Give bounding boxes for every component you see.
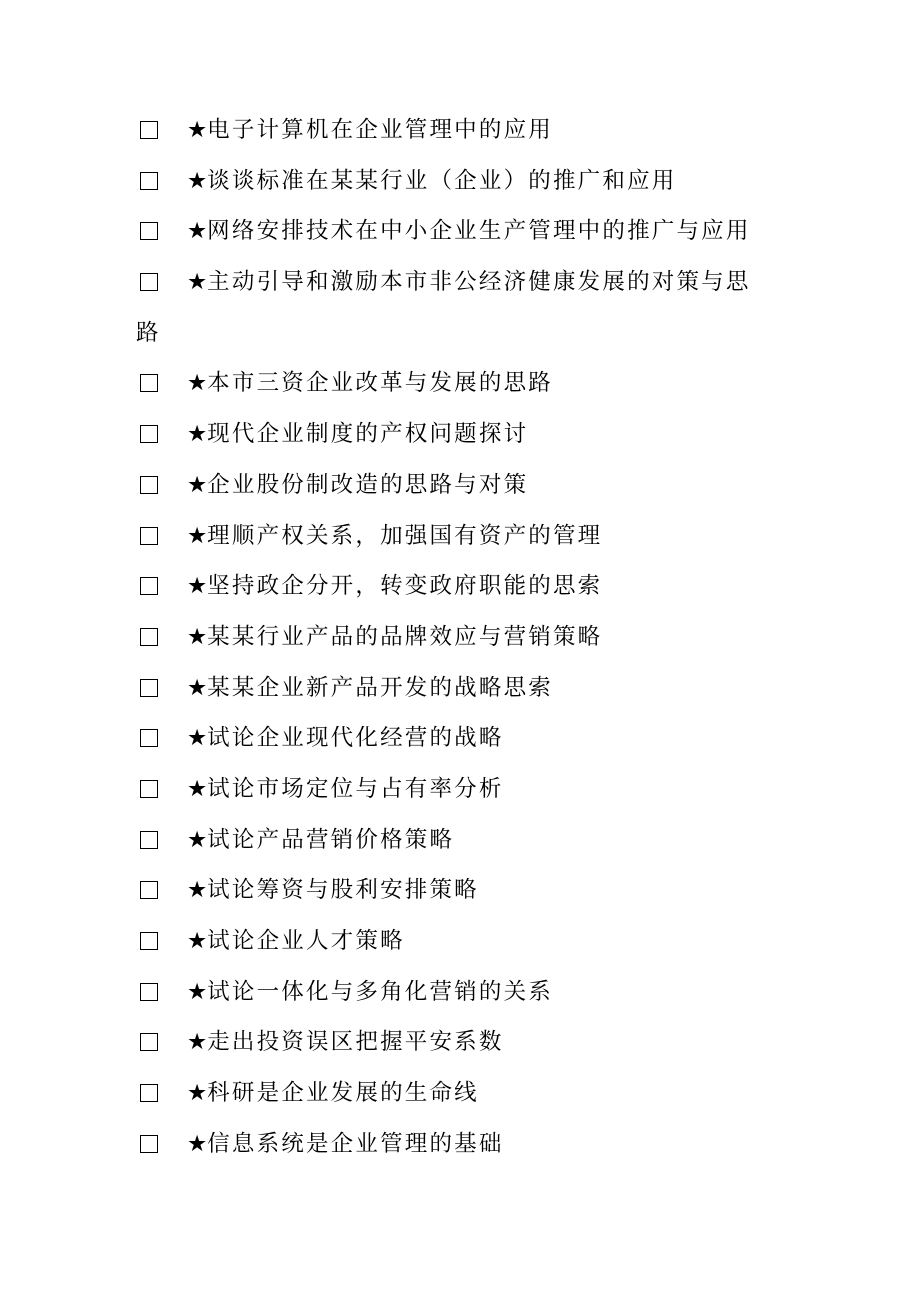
checkbox-icon[interactable] [140, 881, 158, 899]
checkbox-icon[interactable] [140, 1033, 158, 1051]
topic-item [138, 105, 778, 156]
star-icon: ★ [187, 674, 208, 701]
star-icon: ★ [187, 117, 208, 143]
topic-text: 理顺产权关系，加强国有资产的管理 [207, 522, 603, 549]
star-icon: ★ [187, 269, 208, 296]
topic-item [138, 865, 778, 916]
topic-item [138, 612, 778, 663]
topic-item [138, 156, 778, 207]
star-icon: ★ [187, 623, 208, 650]
checkbox-icon[interactable] [140, 831, 158, 849]
star-icon: ★ [187, 877, 208, 904]
topic-text: 本市三资企业改革与发展的思路 [207, 370, 553, 397]
topic-text: 谈谈标准在某某行业（企业）的推广和应用 [207, 167, 677, 194]
checkbox-icon[interactable] [140, 577, 158, 595]
star-icon: ★ [187, 1080, 208, 1107]
topic-item [138, 561, 778, 612]
topic-item [138, 815, 778, 866]
star-icon: ★ [187, 218, 208, 245]
topic-text: 试论筹资与股利安排策略 [207, 877, 479, 904]
topic-text-continuation: 路 [136, 319, 161, 346]
topic-item [138, 511, 778, 562]
topic-text: 走出投资误区把握平安系数 [207, 1029, 504, 1056]
star-icon: ★ [187, 522, 208, 549]
topic-item [138, 916, 778, 967]
topic-item [138, 967, 778, 1018]
topic-text: 主动引导和激励本市非公经济健康发展的对策与思 [207, 269, 751, 296]
topic-text: 试论一体化与多角化营销的关系 [207, 978, 553, 1005]
star-icon: ★ [187, 471, 208, 498]
checkbox-icon[interactable] [140, 172, 158, 190]
topic-item [138, 1119, 778, 1170]
topic-item [138, 358, 778, 409]
checkbox-icon[interactable] [140, 628, 158, 646]
topic-text: 坚持政企分开，转变政府职能的思索 [207, 573, 603, 600]
topic-text: 电子计算机在企业管理中的应用 [207, 117, 553, 143]
checkbox-icon[interactable] [140, 425, 158, 443]
star-icon: ★ [187, 725, 208, 752]
checkbox-icon[interactable] [140, 374, 158, 392]
star-icon: ★ [187, 421, 208, 448]
star-icon: ★ [187, 775, 208, 802]
topic-text: 试论市场定位与占有率分析 [207, 775, 504, 802]
topic-list [138, 105, 778, 1169]
topic-text: 企业股份制改造的思路与对策 [207, 471, 529, 498]
checkbox-icon[interactable] [140, 273, 158, 291]
star-icon: ★ [187, 573, 208, 600]
topic-item [138, 1068, 778, 1119]
star-icon: ★ [187, 167, 208, 194]
checkbox-icon[interactable] [140, 729, 158, 747]
topic-text: 信息系统是企业管理的基础 [207, 1130, 504, 1157]
topic-item [138, 764, 778, 815]
topic-text: 现代企业制度的产权问题探讨 [207, 421, 529, 448]
topic-text: 试论产品营销价格策略 [207, 826, 455, 853]
topic-item [138, 460, 778, 511]
topic-item [138, 713, 778, 764]
checkbox-icon[interactable] [140, 780, 158, 798]
topic-item [138, 1017, 778, 1068]
topic-text: 试论企业人才策略 [207, 928, 405, 955]
checkbox-icon[interactable] [140, 1135, 158, 1153]
checkbox-icon[interactable] [140, 983, 158, 1001]
topic-text: 试论企业现代化经营的战略 [207, 725, 504, 752]
topic-text: 科研是企业发展的生命线 [207, 1080, 479, 1107]
star-icon: ★ [187, 1130, 208, 1157]
checkbox-icon[interactable] [140, 527, 158, 545]
topic-text: 某某企业新产品开发的战略思索 [207, 674, 553, 701]
topic-text: 网络安排技术在中小企业生产管理中的推广与应用 [207, 218, 751, 245]
star-icon: ★ [187, 826, 208, 853]
checkbox-icon[interactable] [140, 222, 158, 240]
checkbox-icon[interactable] [140, 1084, 158, 1102]
star-icon: ★ [187, 978, 208, 1005]
topic-item [138, 409, 778, 460]
checkbox-icon[interactable] [140, 476, 158, 494]
topic-item [138, 663, 778, 714]
star-icon: ★ [187, 370, 208, 397]
topic-item [138, 257, 778, 358]
topic-text: 某某行业产品的品牌效应与营销策略 [207, 623, 603, 650]
checkbox-icon[interactable] [140, 932, 158, 950]
star-icon: ★ [187, 1029, 208, 1056]
checkbox-icon[interactable] [140, 121, 158, 139]
star-icon: ★ [187, 928, 208, 955]
checkbox-icon[interactable] [140, 679, 158, 697]
topic-item [138, 206, 778, 257]
